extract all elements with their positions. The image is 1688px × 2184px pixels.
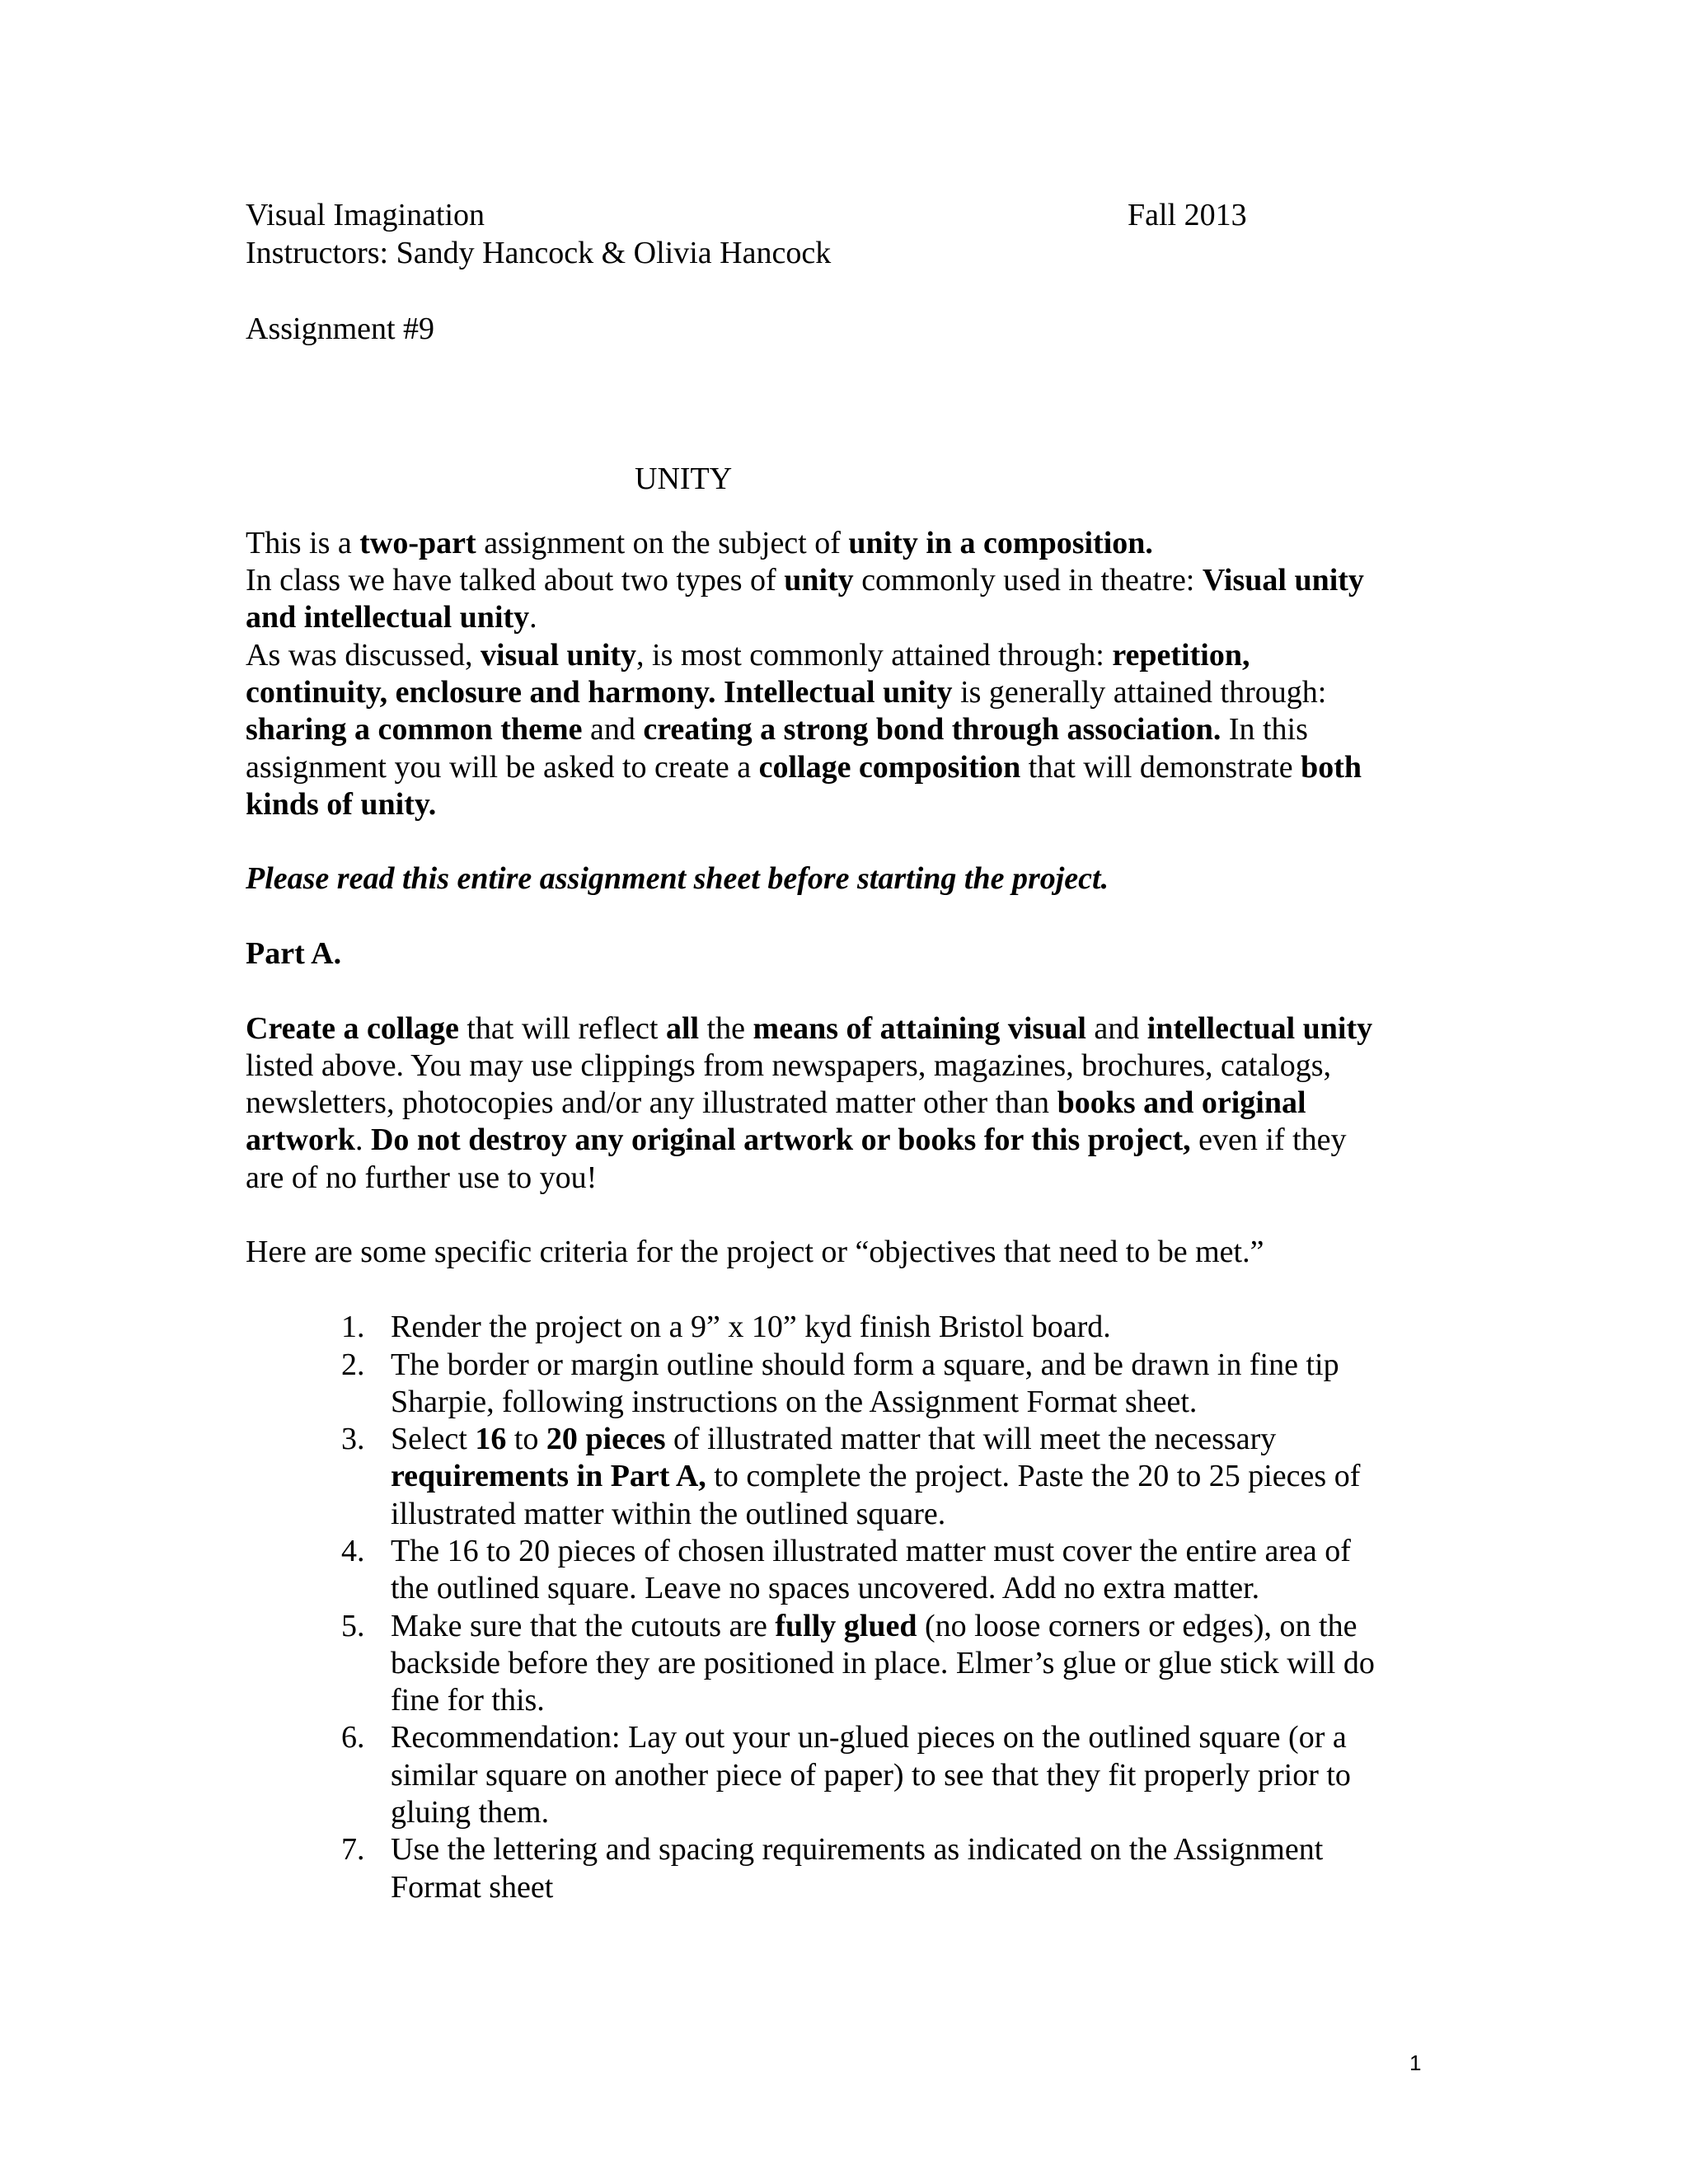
read-notice: Please read this entire assignment sheet before starting the project. xyxy=(246,861,1109,896)
text: that will reflect xyxy=(458,1011,666,1046)
text: is generally attained through: xyxy=(952,675,1327,710)
text: and xyxy=(582,712,644,747)
bold-text: all xyxy=(665,1011,700,1046)
bold-text: intellectual unity xyxy=(1146,1011,1373,1046)
intro-line-5 xyxy=(246,673,1326,711)
bold-text: fully glued xyxy=(775,1609,917,1643)
bold-text: Do not destroy any original artwork or books for this project, xyxy=(370,1122,1191,1157)
bold-text: visual unity xyxy=(480,638,637,673)
part-a-line-5: are of no further use to you! xyxy=(246,1160,598,1195)
intro-line-6 xyxy=(246,710,1308,748)
intro-line-8 xyxy=(246,785,436,823)
list-item-3-line-1 xyxy=(391,1420,1276,1458)
list-item-6-line-3: gluing them. xyxy=(391,1795,550,1830)
part-a-heading: Part A. xyxy=(246,936,342,971)
bold-text: Create a collage xyxy=(246,1011,459,1046)
list-item-2-line-2: Sharpie, following instructions on the Assignment Format sheet. xyxy=(391,1385,1198,1419)
bold-text: kinds of unity. xyxy=(246,787,437,822)
text: (no loose corners or edges), on the xyxy=(917,1609,1357,1643)
text: assignment on the subject of xyxy=(476,526,849,560)
list-number: 5. xyxy=(341,1609,365,1643)
bold-text: books and original xyxy=(1057,1085,1306,1120)
bold-text: creating a strong bond through association. xyxy=(643,712,1221,747)
term: Fall 2013 xyxy=(1128,198,1247,232)
part-a-line-2: listed above. You may use clippings from newspapers, magazines, brochures, catalogs, xyxy=(246,1048,1332,1083)
bold-text: and intellectual unity xyxy=(246,600,530,635)
list-item-5-line-1 xyxy=(391,1607,1357,1645)
text: In class we have talked about two types of xyxy=(246,563,785,598)
list-item-2-line-1: The border or margin outline should form a square, and be drawn in fine tip xyxy=(391,1347,1339,1382)
text: As was discussed, xyxy=(246,638,481,673)
text: the xyxy=(699,1011,753,1046)
page-number: 1 xyxy=(1409,2050,1422,2075)
bold-text: unity xyxy=(784,563,854,598)
bold-text: requirements in Part A, xyxy=(391,1459,706,1493)
text: This is a xyxy=(246,526,360,560)
list-number: 3. xyxy=(341,1422,365,1456)
bold-text: collage composition xyxy=(758,750,1021,785)
list-number: 7. xyxy=(341,1832,365,1867)
text: to xyxy=(506,1422,546,1456)
list-item-7-line-2: Format sheet xyxy=(391,1870,554,1905)
text: even if they xyxy=(1190,1122,1347,1157)
text: of illustrated matter that will meet the necessary xyxy=(665,1422,1277,1456)
list-item-1-line-1: Render the project on a 9” x 10” kyd finish Bristol board. xyxy=(391,1310,1111,1344)
list-number: 2. xyxy=(341,1347,365,1382)
bold-text: 16 xyxy=(475,1422,507,1456)
intro-line-7 xyxy=(246,748,1362,786)
text: to complete the project. Paste the 20 to 25 pieces of xyxy=(706,1459,1361,1493)
bold-text: sharing a common theme xyxy=(246,712,583,747)
text: . xyxy=(529,600,537,635)
list-item-6-line-1: Recommendation: Lay out your un-glued pieces on the outlined square (or a xyxy=(391,1720,1347,1755)
bold-text: 20 pieces xyxy=(546,1422,666,1456)
intro-line-2 xyxy=(246,561,1364,599)
text: . xyxy=(354,1122,371,1157)
list-number: 4. xyxy=(341,1534,365,1568)
text: , is most commonly attained through: xyxy=(636,638,1113,673)
list-item-6-line-2: similar square on another piece of paper) to see that they fit properly prior to xyxy=(391,1758,1351,1793)
bold-text: means of attaining visual xyxy=(753,1011,1086,1046)
list-number: 6. xyxy=(341,1720,365,1755)
list-item-5-line-3: fine for this. xyxy=(391,1683,545,1718)
list-number: 1. xyxy=(341,1310,365,1344)
list-item-3-line-3: illustrated matter within the outlined square. xyxy=(391,1497,946,1531)
list-item-4-line-2: the outlined square. Leave no spaces uncovered. Add no extra matter. xyxy=(391,1571,1260,1605)
part-a-line-1 xyxy=(246,1010,1372,1047)
page-title: UNITY xyxy=(635,462,733,496)
intro-line-3 xyxy=(246,598,537,636)
text: Select xyxy=(391,1422,476,1456)
text: assignment you will be asked to create a xyxy=(246,750,759,785)
bold-text: continuity, enclosure and harmony. Intellectual unity xyxy=(246,675,953,710)
intro-line-1 xyxy=(246,524,1153,562)
list-item-4-line-1: The 16 to 20 pieces of chosen illustrated matter must cover the entire area of xyxy=(391,1534,1351,1568)
text: Make sure that the cutouts are xyxy=(391,1609,776,1643)
bold-text: artwork xyxy=(246,1122,355,1157)
criteria-intro: Here are some specific criteria for the project or “objectives that need to be met.” xyxy=(246,1235,1264,1269)
part-a-line-3 xyxy=(246,1084,1306,1122)
bold-text: two-part xyxy=(359,526,476,560)
assignment-number: Assignment #9 xyxy=(246,312,435,346)
intro-line-4 xyxy=(246,636,1250,674)
bold-text: repetition, xyxy=(1112,638,1250,673)
bold-text: Visual unity xyxy=(1202,563,1364,598)
bold-text: unity in a composition. xyxy=(848,526,1153,560)
bold-text: both xyxy=(1301,750,1362,785)
text: that will demonstrate xyxy=(1020,750,1301,785)
list-item-7-line-1: Use the lettering and spacing requirements as indicated on the Assignment xyxy=(391,1832,1324,1867)
list-item-3-line-2 xyxy=(391,1457,1360,1495)
course-title: Visual Imagination xyxy=(246,198,485,232)
instructors: Instructors: Sandy Hancock & Olivia Hancock xyxy=(246,236,832,270)
text: newsletters, photocopies and/or any illustrated matter other than xyxy=(246,1085,1057,1120)
text: and xyxy=(1085,1011,1147,1046)
list-item-5-line-2: backside before they are positioned in place. Elmer’s glue or glue stick will do xyxy=(391,1646,1375,1680)
text: In this xyxy=(1221,712,1308,747)
text: commonly used in theatre: xyxy=(853,563,1203,598)
part-a-line-4 xyxy=(246,1121,1347,1159)
